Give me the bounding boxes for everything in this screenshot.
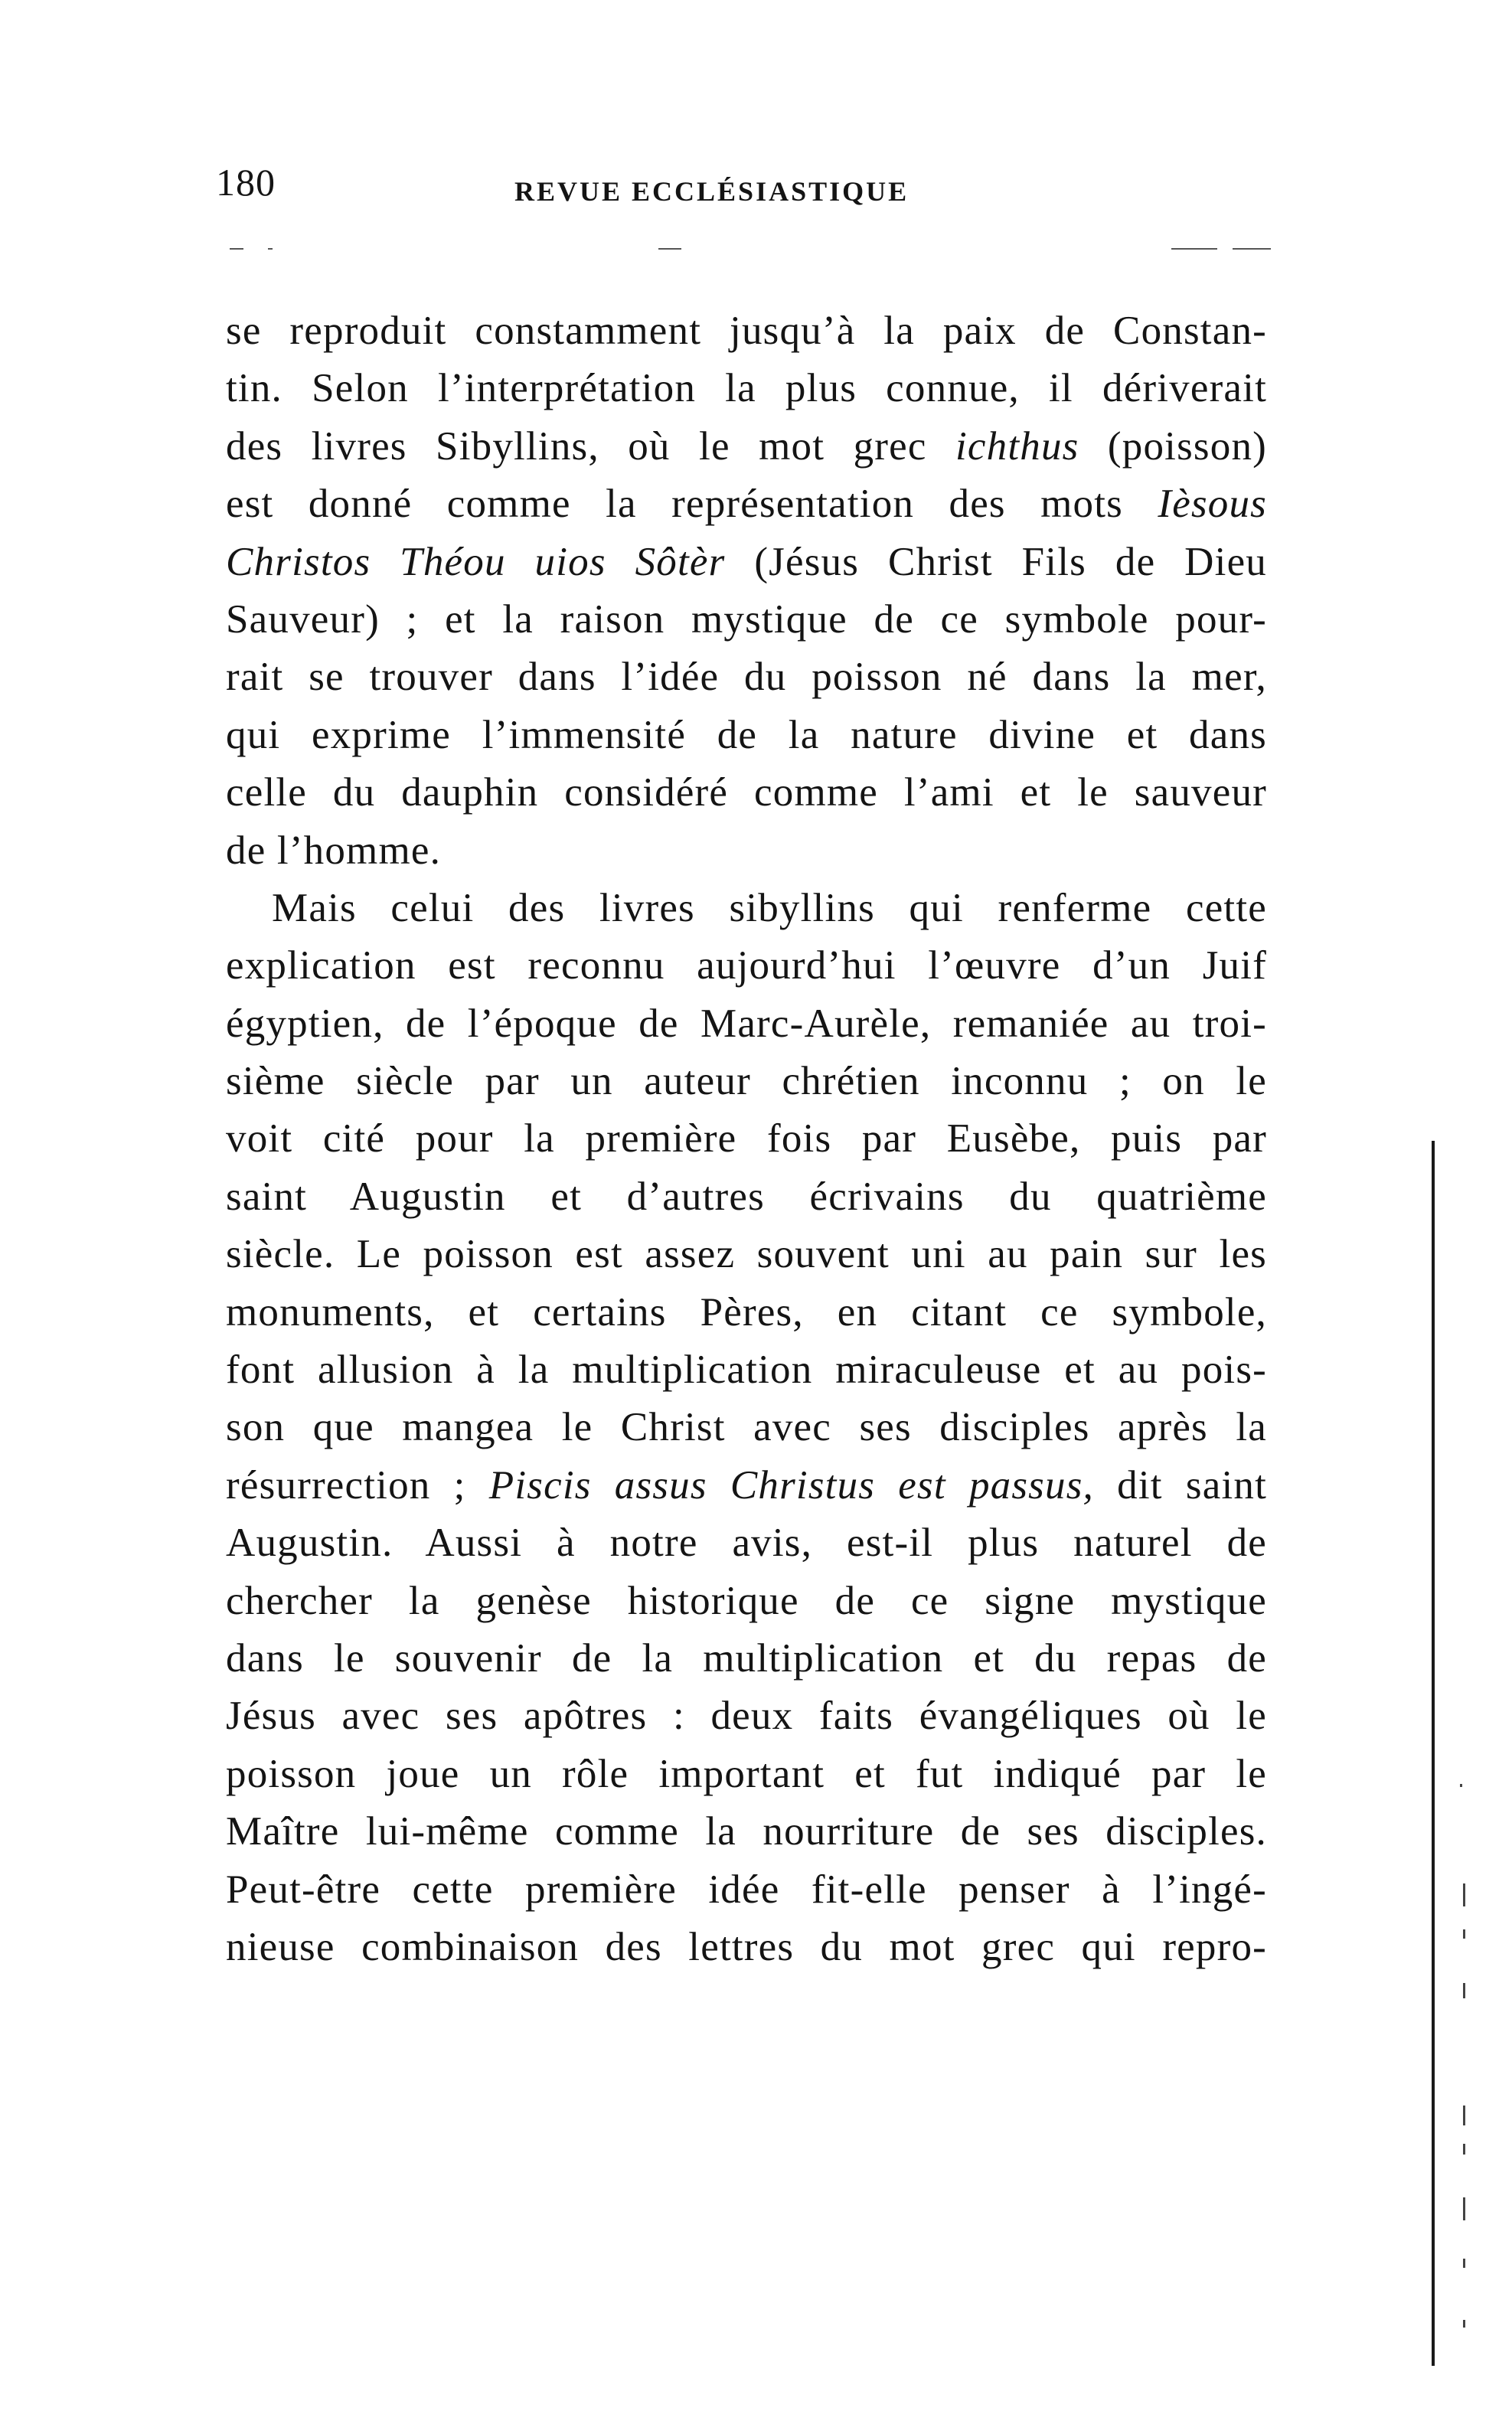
edge-speck xyxy=(1463,2197,1465,2220)
text-run: résurrection ; xyxy=(226,1462,489,1508)
text-line: Augustin. Aussi à notre avis, est-il plus naturel de xyxy=(226,1521,1267,1566)
text-line: son que mangea le Christ avec ses disciples après la xyxy=(226,1405,1267,1450)
edge-speck xyxy=(1460,1784,1462,1787)
rule-speck xyxy=(1233,248,1271,250)
rule-speck xyxy=(230,248,243,250)
page-header xyxy=(216,159,1280,221)
page-number: 180 xyxy=(216,161,276,204)
running-title: REVUE ECCLÉSIASTIQUE xyxy=(514,176,909,207)
text-line: font allusion à la multiplication miraculeuse et au pois- xyxy=(226,1348,1267,1393)
text-line: nieuse combinaison des lettres du mot grec qui repro- xyxy=(226,1924,1267,1969)
rule-speck xyxy=(268,248,273,250)
text-line: se reproduit constamment jusqu’à la paix de Constan- xyxy=(226,309,1267,353)
latin-quote-italic: Piscis assus Christus est passus, xyxy=(488,1462,1094,1508)
edge-speck xyxy=(1463,1983,1465,1998)
text-run: (poisson) xyxy=(1079,423,1267,469)
text-line: qui exprime l’immensité de la nature divine et dans xyxy=(226,712,1267,757)
text-line: voit cité pour la première fois par Eusèbe, puis par xyxy=(226,1116,1267,1161)
text-line: rait se trouver dans l’idée du poisson né dans la mer, xyxy=(226,655,1267,700)
text-line: Jésus avec ses apôtres : deux faits évangéliques où le xyxy=(226,1694,1267,1739)
text-line xyxy=(226,475,1267,533)
greek-word-italic: Ièsous xyxy=(1158,482,1267,527)
text-run: dit saint xyxy=(1093,1462,1267,1508)
edge-speck xyxy=(1463,1929,1465,1939)
text-run: (Jésus Christ Fils de Dieu xyxy=(725,539,1267,584)
text-run: des livres Sibyllins, où le mot grec xyxy=(226,423,955,469)
text-line: Peut-être cette première idée fit-elle penser à l’ingé- xyxy=(226,1867,1267,1912)
text-line: Sauveur) ; et la raison mystique de ce symbole pour- xyxy=(226,596,1267,642)
text-line: siècle. Le poisson est assez souvent uni au pain sur les xyxy=(226,1232,1267,1277)
text-line: saint Augustin et d’autres écrivains du quatrième xyxy=(226,1174,1267,1219)
greek-word-italic: ichthus xyxy=(955,423,1079,469)
paragraph-end-line: de l’homme. xyxy=(226,828,442,873)
header-rule-specks xyxy=(230,245,1279,253)
text-line: explication est reconnu aujourd’hui l’œuvre d’un Juif xyxy=(226,943,1267,988)
edge-speck xyxy=(1463,1883,1465,1906)
edge-speck xyxy=(1463,2144,1465,2155)
text-line xyxy=(226,534,1267,591)
page-edge-rule xyxy=(1432,1141,1435,2366)
text-line xyxy=(226,418,1267,475)
edge-speck xyxy=(1463,2320,1465,2328)
text-line: poisson joue un rôle important et fut indiqué par le xyxy=(226,1751,1267,1796)
text-line: Maître lui-même comme la nourriture de ses disciples. xyxy=(226,1809,1267,1854)
paragraph-start-line: Mais celui des livres sibyllins qui renferme cette xyxy=(272,885,1267,930)
text-line: dans le souvenir de la multiplication et du repas de xyxy=(226,1635,1267,1681)
edge-speck xyxy=(1463,2259,1465,2268)
page-edge-specks xyxy=(1458,1784,1474,2366)
edge-speck xyxy=(1463,2106,1465,2125)
rule-speck xyxy=(1171,248,1217,250)
text-line: monuments, et certains Pères, en citant ce symbole, xyxy=(226,1289,1267,1335)
rule-speck xyxy=(658,248,681,250)
text-run: est donné comme la représentation des mots xyxy=(226,482,1158,527)
text-line: tin. Selon l’interprétation la plus connue, il dériverait xyxy=(226,366,1267,411)
greek-phrase-italic: Christos Théou uios Sôtèr xyxy=(226,539,726,584)
text-line: sième siècle par un auteur chrétien inconnu ; on le xyxy=(226,1059,1267,1104)
text-line xyxy=(226,1457,1267,1514)
text-line: égyptien, de l’époque de Marc-Aurèle, remaniée au troi- xyxy=(226,1001,1267,1046)
body-text xyxy=(226,302,1267,1976)
text-line: chercher la genèse historique de ce signe mystique xyxy=(226,1578,1267,1623)
text-line: celle du dauphin considéré comme l’ami et le sauveur xyxy=(226,770,1267,815)
